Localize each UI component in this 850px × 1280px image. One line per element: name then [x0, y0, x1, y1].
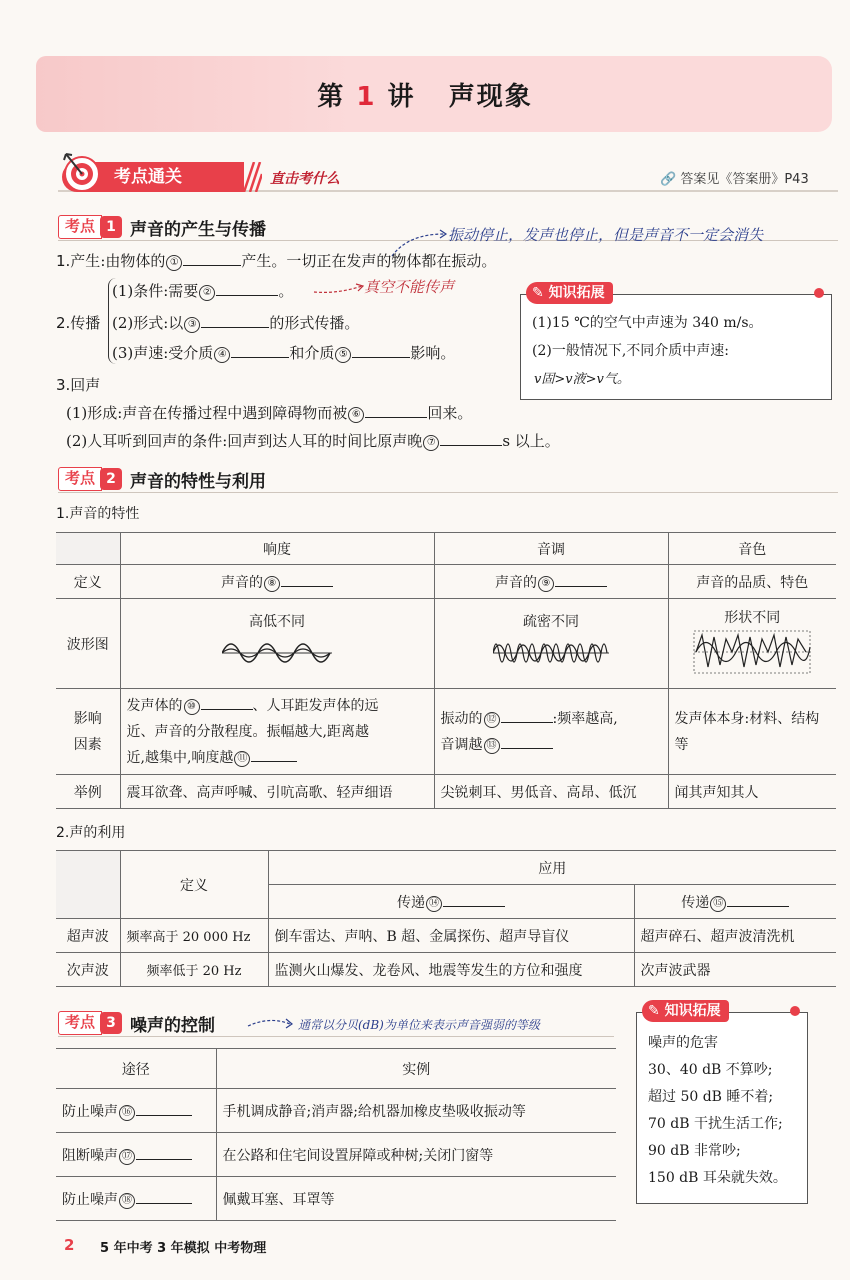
kd1-speed: (3)声速:受介质 ④ 和介质 ⑤ 影响。 — [112, 344, 456, 362]
section-title: 考点通关 — [62, 162, 244, 192]
kaodian-2-heading: 考点 2 声音的特性与利用 — [58, 466, 266, 492]
sound-characteristics-table — [56, 532, 836, 809]
section-subtitle: 直击考什么 — [270, 171, 340, 187]
waveform-pitch-icon — [493, 631, 609, 675]
factor-loudness: 发声体的 ⑩ 、人耳距发声体的远 近、声音的分散程度。振幅越大,距离越 近,越集中,响度越 ⑪ — [120, 689, 434, 775]
col-loudness: 响度 — [120, 533, 434, 565]
row-ultrasound: 超声波 — [56, 919, 120, 953]
waveform-loudness-icon — [222, 631, 332, 675]
link-icon: 🔗 — [660, 172, 677, 187]
pencil-icon: ✎ — [532, 285, 544, 301]
noise-example-2: 在公路和住宅间设置屏障或种树;关闭门窗等 — [216, 1133, 616, 1177]
target-icon — [60, 150, 104, 194]
ext2-text: 噪声的危害 30、40 dB 不算吵; 超过 50 dB 睡不着; 70 dB 干扰生活工作; 90 dB 非常吵; 150 dB 耳朵就失效。 — [648, 1035, 787, 1186]
col-definition: 定义 — [120, 851, 268, 919]
infrasound-energy: 次声波武器 — [634, 953, 836, 987]
pencil-icon: ✎ — [648, 1003, 660, 1019]
col-pitch: 音调 — [434, 533, 668, 565]
waveform-timbre-icon — [692, 627, 812, 677]
note-arrow — [246, 1016, 296, 1030]
handwritten-note-vacuum: 真空不能传声 — [364, 278, 455, 296]
page-number: 2 — [64, 1236, 75, 1254]
kd2-sub1: 1.声音的特性 — [56, 506, 140, 522]
row-examples: 举例 — [56, 775, 120, 809]
knowledge-extension-tag: ✎ 知识拓展 — [642, 1000, 729, 1022]
noise-way-2: 阻断噪声 ⑰ — [56, 1133, 216, 1177]
noise-example-1: 手机调成静音;消声器;给机器加橡皮垫吸收振动等 — [216, 1089, 616, 1133]
kd1-condition: (1)条件:需要 ② 。 — [112, 282, 294, 300]
row-infrasound: 次声波 — [56, 953, 120, 987]
kd1-form: (2)形式:以 ③ 的形式传播。 — [112, 314, 360, 332]
noise-way-1: 防止噪声 ⑯ — [56, 1089, 216, 1133]
handwritten-note-vibration: 振动停止，发声也停止，但是声音不一定会消失 — [448, 226, 764, 244]
slash-decoration — [240, 162, 262, 192]
infrasound-info: 监测火山爆发、龙卷风、地震等发生的方位和强度 — [268, 953, 634, 987]
noise-way-3: 防止噪声 ⑱ — [56, 1177, 216, 1221]
factor-pitch: 振动的 ⑫ :频率越高, 音调越 ⑬ — [434, 689, 668, 775]
note-arrow — [312, 282, 366, 296]
ultrasound-energy: 超声碎石、超声波清洗机 — [634, 919, 836, 953]
col-transfer-info: 传递 ⑭ — [268, 885, 634, 919]
ext1-line1: (1)15 ℃的空气中声速为 340 m/s。 — [532, 315, 763, 331]
col-application: 应用 — [268, 851, 836, 885]
def-timbre: 声音的品质、特色 — [668, 565, 836, 599]
kd1-production: 1.产生:由物体的 ① 产生。一切正在发声的物体都在振动。 — [56, 252, 497, 270]
noise-control-table — [56, 1048, 616, 1221]
kd2-sub2: 2.声的利用 — [56, 825, 126, 841]
col-timbre: 音色 — [668, 533, 836, 565]
wave-timbre: 形状不同 — [668, 599, 836, 689]
example-timbre: 闻其声知其人 — [668, 775, 836, 809]
page-title: 第 1 讲 声现象 — [317, 82, 533, 112]
kaodian-3-heading: 考点 3 噪声的控制 — [58, 1010, 215, 1036]
handwritten-note-db: 通常以分贝(dB)为单位来表示声音强弱的等级 — [298, 1018, 540, 1032]
wave-loudness: 高低不同 — [120, 599, 434, 689]
pin-icon — [790, 1006, 800, 1016]
noise-example-3: 佩戴耳塞、耳罩等 — [216, 1177, 616, 1221]
factor-timbre: 发声体本身:材料、结构等 — [668, 689, 836, 775]
book-title: 5 年中考 3 年模拟 中考物理 — [100, 1241, 267, 1256]
infrasound-def: 频率低于 20 Hz — [120, 953, 268, 987]
col-example: 实例 — [216, 1049, 616, 1089]
answer-reference: 🔗 答案见《答案册》P43 — [660, 172, 809, 187]
kd1-echo-formation: (1)形成:声音在传播过程中遇到障碍物而被 ⑥ 回来。 — [66, 404, 473, 422]
kd1-echo-condition: (2)人耳听到回声的条件:回声到达人耳的时间比原声晚 ⑦ s 以上。 — [66, 432, 560, 450]
kd1-echo-label: 3.回声 — [56, 376, 101, 394]
kd1-propagation-label: 2.传播 — [56, 314, 101, 332]
row-factors: 影响 因素 — [56, 689, 120, 775]
wave-pitch: 疏密不同 — [434, 599, 668, 689]
col-transfer-energy: 传递 ⑮ — [634, 885, 836, 919]
row-waveform: 波形图 — [56, 599, 120, 689]
divider — [58, 492, 838, 493]
ext1-line3: v固>v液>v气。 — [534, 372, 630, 387]
example-loudness: 震耳欲聋、高声呼喊、引吭高歌、轻声细语 — [120, 775, 434, 809]
row-definition: 定义 — [56, 565, 120, 599]
ultrasound-def: 频率高于 20 000 Hz — [120, 919, 268, 953]
def-pitch: 声音的 ⑨ — [434, 565, 668, 599]
divider — [58, 1036, 614, 1037]
col-way: 途径 — [56, 1049, 216, 1089]
ultrasound-info: 倒车雷达、声呐、B 超、金属探伤、超声导盲仪 — [268, 919, 634, 953]
sound-application-table — [56, 850, 836, 987]
ext1-line2: (2)一般情况下,不同介质中声速: — [532, 343, 729, 359]
kaodian-1-heading: 考点 1 声音的产生与传播 — [58, 214, 266, 240]
example-pitch: 尖锐刺耳、男低音、高昂、低沉 — [434, 775, 668, 809]
pin-icon — [814, 288, 824, 298]
def-loudness: 声音的 ⑧ — [120, 565, 434, 599]
knowledge-extension-tag: ✎ 知识拓展 — [526, 282, 613, 304]
